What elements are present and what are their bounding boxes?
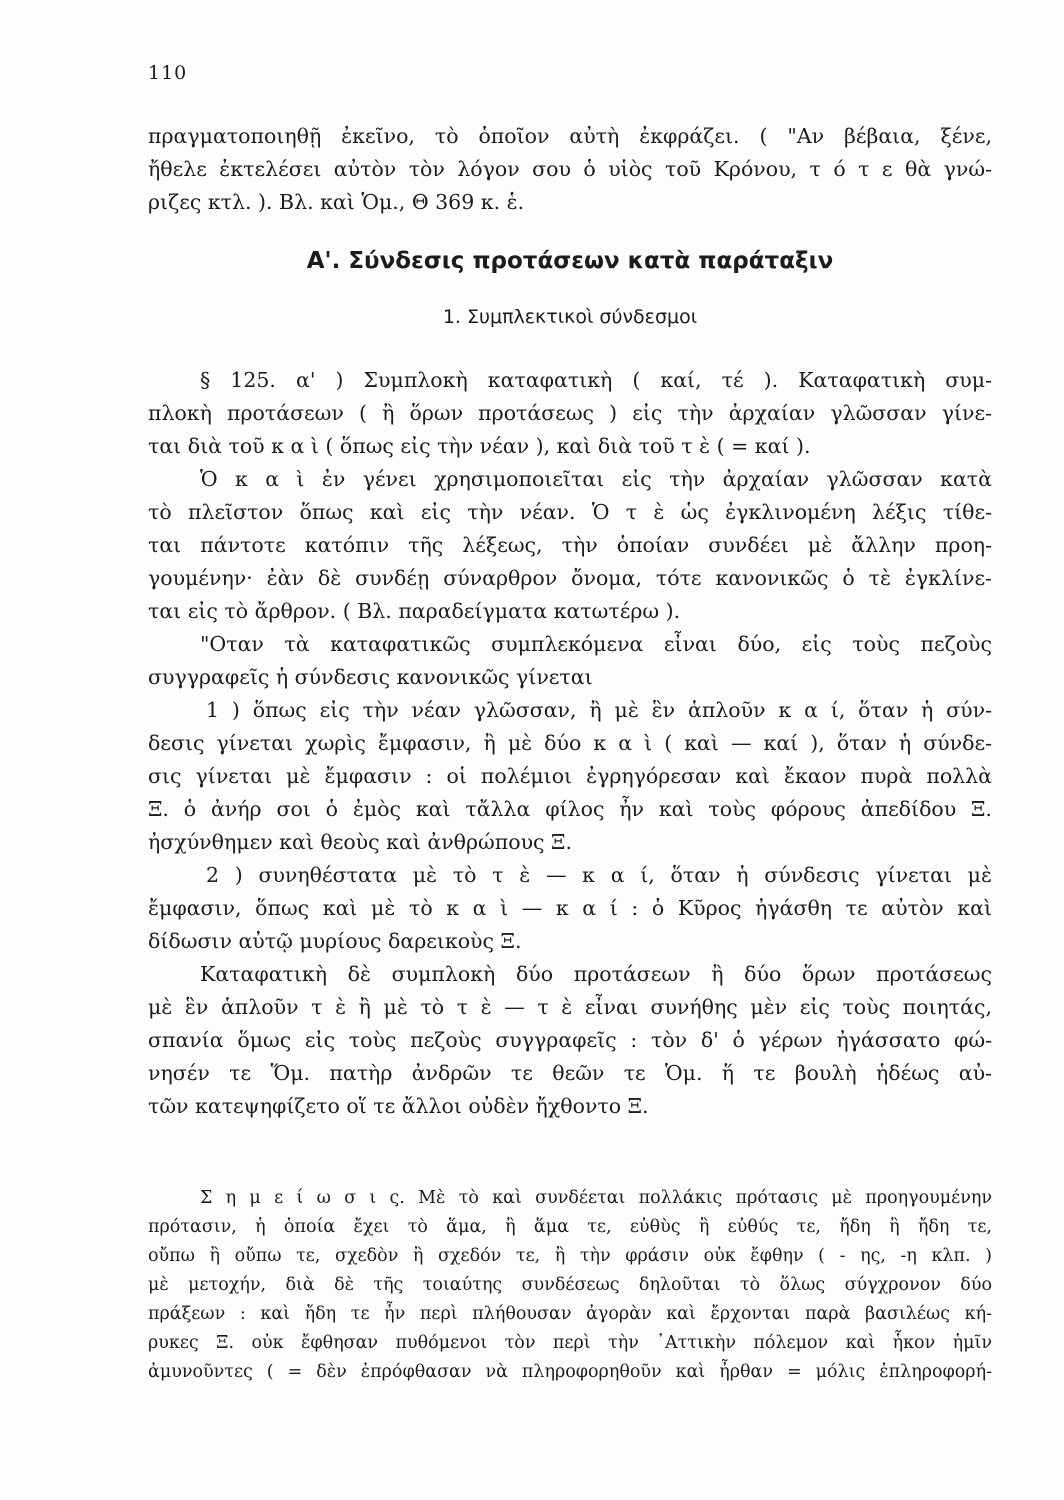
text-line: πλοκὴ προτάσεων ( ἢ ὅρων προτάσεως ) εἰς τὴν ἀρχαίαν γλῶσσαν γίνε- xyxy=(148,401,992,425)
text-line: συγγραφεῖς ἡ σύνδεσις κανονικῶς γίνεται xyxy=(148,665,593,689)
note-line: Σ η μ ε ί ω σ ι ς. Μὲ τὸ καὶ συνδέεται πολλάκις πρότασις μὲ προηγουμένην xyxy=(200,1188,992,1208)
note-line: πρότασιν, ἡ ὁποία ἔχει τὸ ἅμα, ἢ ἅμα τε, εὐθὺς ἢ εὐθύς τε, ἤδη ἢ ἤδη τε, xyxy=(148,1217,992,1237)
note-line: μὲ μετοχήν, διὰ δὲ τῆς τοιαύτης συνδέσεως δηλοῦται τὸ ὅλως σύγχρονον δύο xyxy=(148,1275,992,1295)
main-text xyxy=(148,364,992,1123)
intro-paragraph xyxy=(148,120,992,219)
text-line: σπανία ὅμως εἰς τοὺς πεζοὺς συγγραφεῖς : τὸν δ' ὁ γέρων ἠγάσσατο φώ- xyxy=(148,1028,992,1052)
page-number: 110 xyxy=(148,62,188,84)
text-line: ἔμφασιν, ὅπως καὶ μὲ τὸ κ α ὶ — κ α ί : ὁ Κῦρος ἠγάσθη τε αὐτὸν καὶ xyxy=(148,896,992,920)
text-line: Ξ. ὁ ἀνήρ σοι ὁ ἐμὸς καὶ τἄλλα φίλος ἦν καὶ τοὺς φόρους ἀπεδίδου Ξ. xyxy=(148,797,992,821)
text-line: Καταφατικὴ δὲ συμπλοκὴ δύο προτάσεων ἢ δύο ὅρων προτάσεως xyxy=(200,962,992,986)
note-line: οὔπω ἢ οὔπω τε, σχεδὸν ἢ σχεδόν τε, ἢ τὴν φράσιν οὐκ ἔφθην ( - ης, -η κλπ. ) xyxy=(148,1246,992,1266)
section-heading: Α'. Σύνδεσις προτάσεων κατὰ παράταξιν xyxy=(306,248,834,274)
text-line: δίδωσιν αὐτῷ μυρίους δαρεικοὺς Ξ. xyxy=(148,929,522,953)
list-item-2-line: 2 ) συνηθέστατα μὲ τὸ τ ὲ — κ α ί, ὅταν ἡ σύνδεσις γίνεται μὲ xyxy=(206,863,992,887)
text-line: δεσις γίνεται χωρὶς ἔμφασιν, ἢ μὲ δύο κ α ὶ ( καὶ — καί ), ὅταν ἡ σύνδε- xyxy=(148,731,992,755)
text-line: ται διὰ τοῦ κ α ὶ ( ὅπως εἰς τὴν νέαν ), καὶ διὰ τοῦ τ ὲ ( = καί ). xyxy=(148,434,811,458)
text-line: "Οταν τὰ καταφατικῶς συμπλεκόμενα εἶναι δύο, εἰς τοὺς πεζοὺς xyxy=(200,632,992,656)
text-line: ται πάντοτε κατόπιν τῆς λέξεως, τὴν ὁποίαν συνδέει μὲ ἄλλην προη- xyxy=(148,533,992,557)
note-block xyxy=(148,1184,992,1387)
list-item-1-line: 1 ) ὅπως εἰς τὴν νέαν γλῶσσαν, ἢ μὲ ἓν ἁπλοῦν κ α ί, ὅταν ἡ σύν- xyxy=(206,698,992,722)
text-line: σις γίνεται μὲ ἔμφασιν : οἱ πολέμιοι ἐγρηγόρεσαν καὶ ἔκαον πυρὰ πολλὰ xyxy=(148,764,992,788)
text-line: γουμένην· ἐὰν δὲ συνδέῃ σύναρθρον ὄνομα, τότε κανονικῶς ὁ τὲ ἐγκλίνε- xyxy=(148,566,992,590)
text-line: μὲ ἓν ἁπλοῦν τ ὲ ἢ μὲ τὸ τ ὲ — τ ὲ εἶναι συνήθης μὲν εἰς τοὺς ποιητάς, xyxy=(148,995,992,1019)
text-line: πραγματοποιηθῇ ἐκεῖνο, τὸ ὁποῖον αὐτὴ ἐκφράζει. ( "Αν βέβαια, ξένε, xyxy=(148,124,992,148)
text-line: ριζες κτλ. ). Βλ. καὶ Ὁμ., Θ 369 κ. ἑ. xyxy=(148,190,525,214)
text-line: τὸ πλεῖστον ὅπως καὶ εἰς τὴν νέαν. Ὁ τ ὲ ὡς ἐγκλινομένη λέξις τίθε- xyxy=(148,500,992,524)
text-line: Ὁ κ α ὶ ἐν γένει χρησιμοποιεῖται εἰς τὴν ἀρχαίαν γλῶσσαν κατὰ xyxy=(200,467,992,491)
subsection-heading: 1. Συμπλεκτικοὶ σύνδεσμοι xyxy=(442,306,698,328)
text-line: ται εἰς τὸ ἄρθρον. ( Βλ. παραδείγματα κατωτέρω ). xyxy=(148,599,681,623)
text-line: τῶν κατεψηφίζετο οἵ τε ἄλλοι οὐδὲν ἤχθοντο Ξ. xyxy=(148,1094,649,1118)
text-line: ἠσχύνθημεν καὶ θεοὺς καὶ ἀνθρώπους Ξ. xyxy=(148,830,572,854)
note-line: ρυκες Ξ. οὐκ ἔφθησαν πυθόμενοι τὸν περὶ τὴν ᾿Αττικὴν πόλεμον καὶ ἧκον ἡμῖν xyxy=(148,1333,992,1353)
text-line: ἤθελε ἐκτελέσει αὐτὸν τὸν λόγον σου ὁ υἱὸς τοῦ Κρόνου, τ ό τ ε θὰ γνώ- xyxy=(148,157,992,181)
note-line: ἀμυνοῦντες ( = δὲν ἐπρόφθασαν νὰ πληροφορηθοῦν καὶ ἦρθαν = μόλις ἐπληροφορή- xyxy=(148,1362,992,1382)
text-line: νησέν τε Ὅμ. πατὴρ ἀνδρῶν τε θεῶν τε Ὁμ. ἥ τε βουλὴ ἡδέως αὐ- xyxy=(148,1061,992,1085)
paragraph-125-line: § 125. α' ) Συμπλοκὴ καταφατικὴ ( καί, τέ ). Καταφατικὴ συμ- xyxy=(200,368,992,392)
note-line: πράξεων : καὶ ἤδη τε ἦν περὶ πλήθουσαν ἀγορὰν καὶ ἔρχονται παρὰ βασιλέως κή- xyxy=(148,1304,992,1324)
